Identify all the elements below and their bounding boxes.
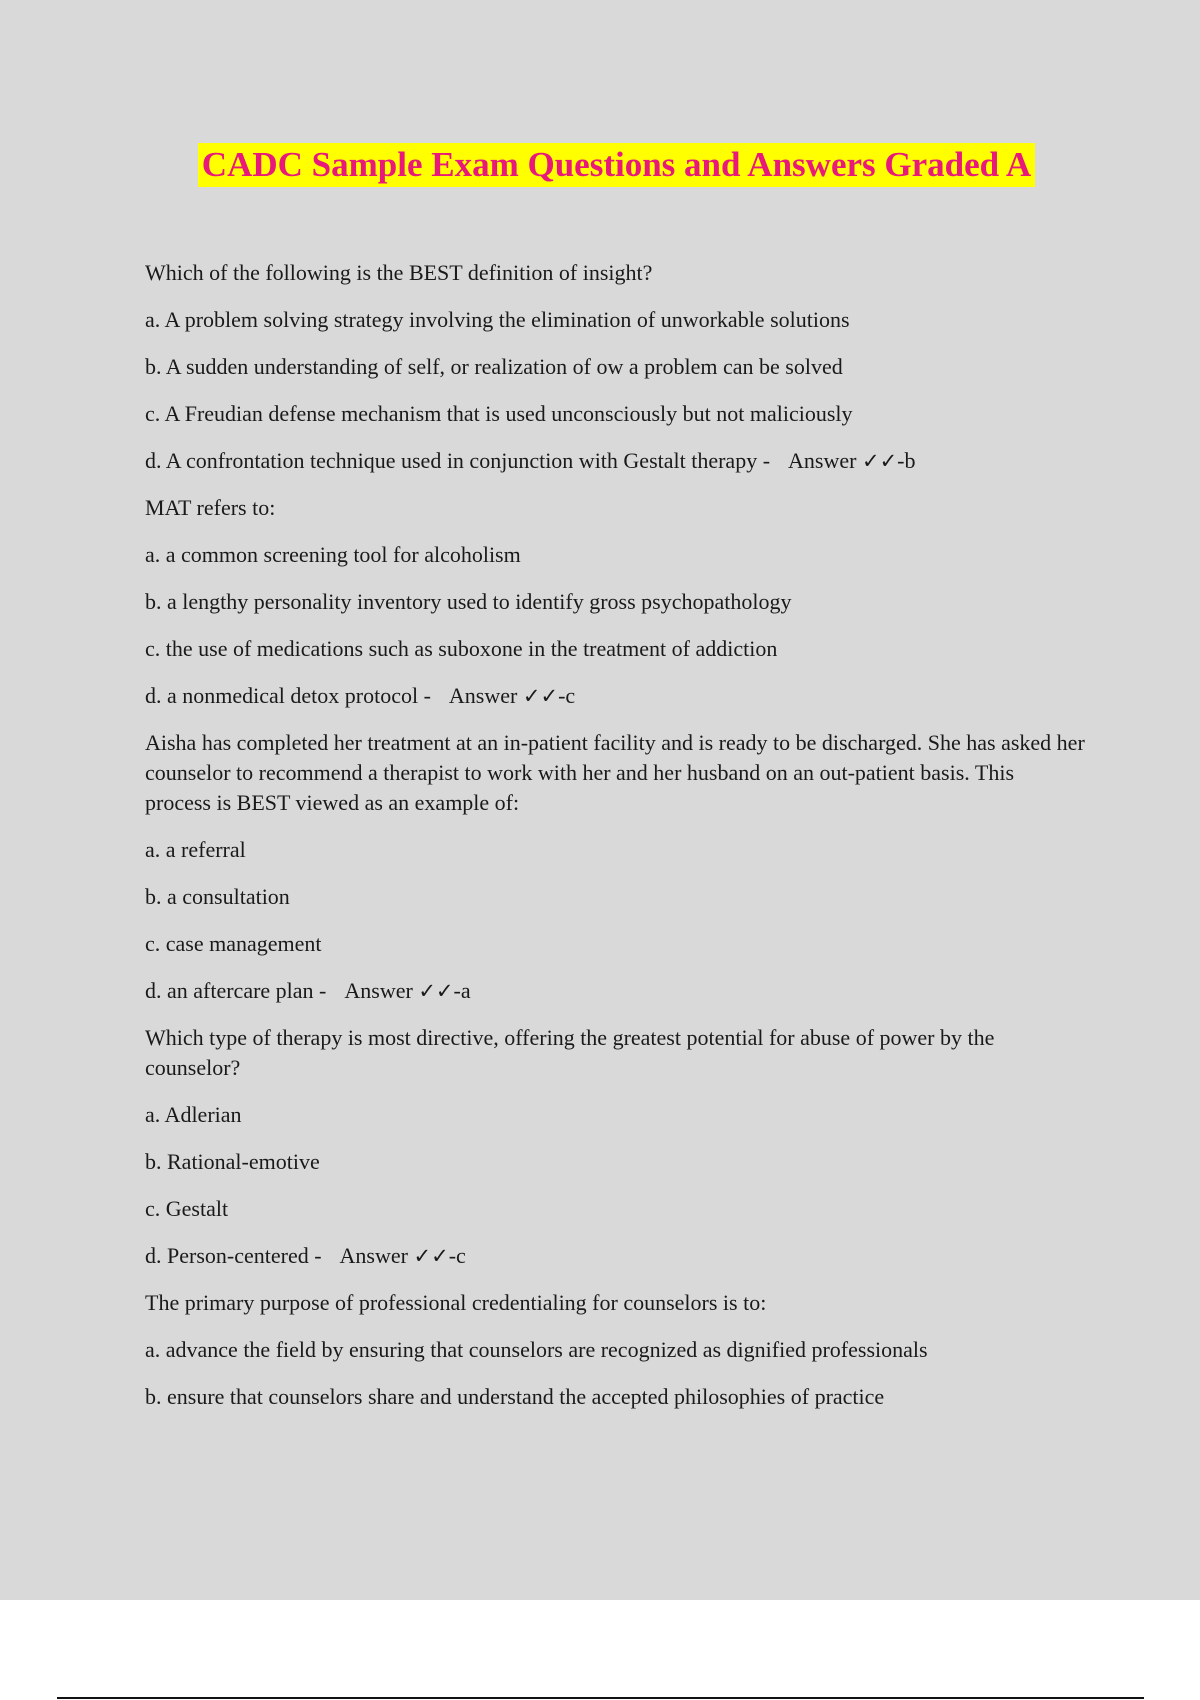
option-d-with-answer: [145, 681, 1085, 711]
double-check-icon: ✓✓: [861, 449, 898, 473]
answer-value: -c: [558, 683, 576, 708]
answer-value: -a: [453, 978, 471, 1003]
option-d-with-answer: [145, 1241, 1085, 1271]
option-a: a. Adlerian: [145, 1102, 242, 1127]
title-container: [0, 143, 1200, 187]
option-d: d. an aftercare plan -: [145, 978, 327, 1003]
option-a: a. a referral: [145, 837, 246, 862]
answer-value: -b: [897, 448, 916, 473]
option-b: b. a consultation: [145, 884, 290, 909]
option-a: a. advance the field by ensuring that counselors are recognized as dignified professionals: [145, 1337, 928, 1362]
option-d: d. a nonmedical detox protocol -: [145, 683, 431, 708]
option-d-with-answer: [145, 446, 1085, 476]
document-title: CADC Sample Exam Questions and Answers Graded A: [198, 143, 1035, 187]
option-a: a. a common screening tool for alcoholism: [145, 542, 521, 567]
option-b: b. A sudden understanding of self, or realization of ow a problem can be solved: [145, 354, 843, 379]
option-c: c. A Freudian defense mechanism that is used unconsciously but not maliciously: [145, 401, 853, 426]
option-b: b. a lengthy personality inventory used to identify gross psychopathology: [145, 589, 792, 614]
answer-label: Answer: [448, 683, 518, 708]
answer-label: Answer: [788, 448, 857, 473]
double-check-icon: ✓✓: [522, 684, 559, 708]
question-text: Aisha has completed her treatment at an in-patient facility and is ready to be discharged. She has asked her counselor to recommend a therapist to work with her and her husband on an out-patient basis. This process is BEST viewed as an example of:: [145, 730, 1085, 815]
question-list: [145, 258, 1085, 1429]
option-d: d. Person-centered -: [145, 1243, 322, 1268]
option-c: c. the use of medications such as suboxone in the treatment of addiction: [145, 636, 778, 661]
question-text: Which of the following is the BEST definition of insight?: [145, 260, 653, 285]
question-text: Which type of therapy is most directive, offering the greatest potential for abuse of power by the counselor?: [145, 1025, 995, 1080]
double-check-icon: ✓✓: [413, 1244, 449, 1268]
option-d: d. A confrontation technique used in conjunction with Gestalt therapy -: [145, 448, 771, 473]
double-check-icon: ✓✓: [418, 979, 454, 1003]
answer-label: Answer: [344, 978, 413, 1003]
footer-divider: [57, 1697, 1144, 1699]
option-c: c. Gestalt: [145, 1196, 229, 1221]
option-b: b. ensure that counselors share and understand the accepted philosophies of practice: [145, 1384, 885, 1409]
answer-label: Answer: [339, 1243, 408, 1268]
option-a: a. A problem solving strategy involving the elimination of unworkable solutions: [145, 307, 850, 332]
question-text: The primary purpose of professional credentialing for counselors is to:: [145, 1290, 767, 1315]
answer-value: -c: [448, 1243, 466, 1268]
question-text: MAT refers to:: [145, 495, 276, 520]
option-d-with-answer: [145, 976, 1085, 1006]
option-b: b. Rational-emotive: [145, 1149, 320, 1174]
option-c: c. case management: [145, 931, 322, 956]
